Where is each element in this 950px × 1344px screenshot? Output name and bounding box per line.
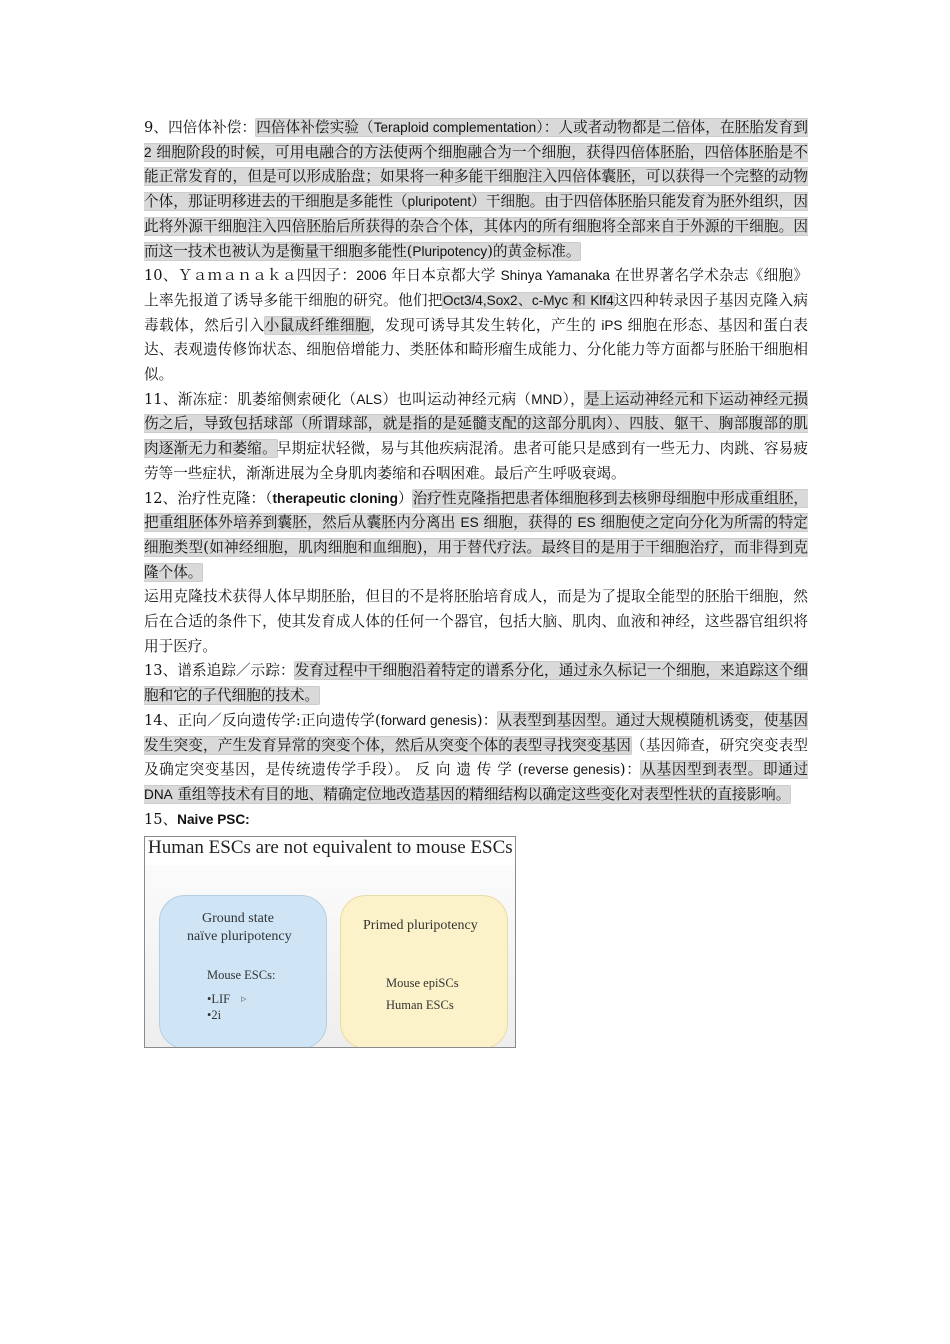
primed-box-line-2: Mouse epiSCs <box>386 976 459 991</box>
paragraph-14 <box>144 709 808 808</box>
p15-term: Naive PSC: <box>177 811 250 827</box>
p9-text-2: ）：人或者动物都是二倍体，在胚胎发育到 <box>536 119 808 136</box>
p14-term: forward genesis <box>380 712 477 728</box>
p9-text-3: 细胞阶段的时候，可用电融合的方法使两个细胞融合为一个细胞，获得四倍体胚胎，四倍体胚胎是不能正常发育的，但是可以形成胎盘；如果将一种多能干细胞注入四倍体囊胚，可以获得一个完整的动物个体，那证明移进去的干细胞是多能性（ <box>144 143 808 211</box>
p12-hl-text-3: 细胞使之定向分化为所需的特定细胞类型(如神经细胞，肌肉细胞和血细胞)，用于替代疗法。最终目的是用于干细胞治疗，而非得到克隆个体。 <box>144 514 808 581</box>
naive-box-line-4: •LIF <box>207 992 231 1007</box>
p11-text-2: ）， <box>562 390 585 408</box>
p10-text-1: 年日本京都大学 <box>386 267 501 285</box>
naive-box-line-5: •2i <box>207 1008 222 1023</box>
p11-text-3: 早期症状轻微，易与其他疾病混淆。患者可能只是感到有一些无力、肉跳、容易疲劳等一些症状，渐渐进展为全身肌肉萎缩和吞咽困难。最后产生呼吸衰竭。 <box>144 440 808 482</box>
p13-label: 13、谱系追踪／示踪： <box>144 662 295 680</box>
naive-box-line-1: Ground state <box>202 911 274 927</box>
p14-text-1: )： <box>476 711 498 729</box>
p14-term-2: reverse genesis <box>523 762 620 778</box>
p14-hl-text-1: 从基因型到表型。即通过 <box>641 761 808 779</box>
p15-label: 15、 <box>144 810 178 828</box>
naive-box-line-3: Mouse ESCs: <box>207 968 276 983</box>
p9-num: 2 <box>144 144 152 160</box>
p11-text-1: ）也叫运动神经元病（ <box>382 390 532 408</box>
p9-term-2: pluripotent <box>407 194 472 210</box>
p12-es-1: ES <box>460 515 479 531</box>
p12-term: therapeutic cloning <box>272 490 398 506</box>
p12-label: 12、治疗性克隆：（ <box>144 489 273 507</box>
paragraph-10 <box>144 264 808 388</box>
p14-highlight-1: 从表型到基因型。通过大规模随机诱变，使基因发生突变，产生发育异常的突变个体，然后从突变个体的表型寻找突变基因 <box>144 711 808 754</box>
p10-text-2: 在世界著名学术杂志《细胞》上率先报道了诱导多能干细胞的研究。他们把 <box>144 267 809 309</box>
document-page <box>144 116 808 1048</box>
primed-pluripotency-box <box>340 895 508 1048</box>
paragraph-13 <box>144 659 808 708</box>
p9-text-5: )的黄金标准。 <box>487 242 581 260</box>
p9-term: Teraploid complementation <box>373 120 537 135</box>
p10-year: 2006 <box>356 268 387 284</box>
p9-highlight <box>144 119 808 260</box>
p10-author: Shinya Yamanaka <box>500 268 610 284</box>
p14-text-3: )： <box>619 761 642 779</box>
p12-es-2: ES <box>577 515 596 531</box>
p9-label: 9、四倍体补偿： <box>144 119 257 136</box>
cursor-icon: ▹ <box>241 993 247 1006</box>
p14-text-2: （基因筛查，研究突变表型及确定突变基因，是传统遗传学手段）。 反 向 遗 传 学 ( <box>144 736 808 779</box>
paragraph-11 <box>144 388 808 487</box>
p10-label: 10、Ｙａｍａｎａｋａ四因子： <box>144 267 357 285</box>
p9-text-4: ）干细胞。由于四倍体胚胎只能发育为胚外组织，因此将外源干细胞注入四倍胚胎后所获得的杂合个体，其体内的所有细胞将全部来自于外源的干细胞。因而这一技术也被认为是衡量干细胞多能性( <box>144 193 808 260</box>
p10-factors-highlight: Oct3/4,Sox2、c-Myc 和 Klf4 <box>442 292 614 308</box>
slide-title: Human ESCs are not equivalent to mouse ESCs <box>148 837 513 859</box>
p12-text-1: ） <box>397 489 413 507</box>
p9-term-3: Pluripotency <box>412 243 488 259</box>
p13-highlight: 发育过程中干细胞沿着特定的谱系分化，通过永久标记一个细胞，来追踪这个细胞和它的子代细胞的技术。 <box>144 662 808 705</box>
p10-fibroblast-highlight: 小鼠成纤维细胞 <box>264 316 371 334</box>
p10-text-3: 这四种转录因子基因克隆入病毒载体，然后引入 <box>144 291 808 334</box>
p14-label: 14、正向／反向遗传学:正向遗传学( <box>144 711 381 729</box>
p10-text-4: ，发现可诱导其发生转化，产生的 <box>370 316 602 334</box>
p11-mnd: MND <box>531 391 563 407</box>
paragraph-15 <box>144 808 808 833</box>
p11-als: ALS <box>356 391 383 407</box>
p10-ips: iPS <box>601 317 623 333</box>
p12-hl-text-1: 治疗性克隆指把患者体细胞移到去核卵母细胞中形成重组胚，把重组胚体外培养到囊胚，然后从囊胚内分离出 <box>144 489 808 532</box>
paragraph-9 <box>144 116 808 264</box>
p14-dna: DNA <box>144 786 173 802</box>
p14-hl-text-2: 重组等技术有目的地、精确定位地改造基因的精细结构以确定这些变化对表型性状的直接影响。 <box>172 785 791 803</box>
p11-label: 11、渐冻症：肌萎缩侧索硬化（ <box>144 390 357 408</box>
p11-highlight: 是上运动神经元和下运动神经元损伤之后，导致包括球部（所谓球部，就是指的是延髓支配的这部分肌肉）、四肢、躯干、胸部腹部的肌肉逐渐无力和萎缩。 <box>144 390 808 458</box>
naive-pluripotency-box <box>159 895 327 1048</box>
paragraph-12 <box>144 487 808 586</box>
paragraph-12-extra: 运用克隆技术获得人体早期胚胎，但目的不是将胚胎培育成人，而是为了提取全能型的胚胎干细胞，然后在合适的条件下，使其发育成人体的任何一个器官，包括大脑、肌肉、血液和神经，这些器官组织将用于医疗。 <box>144 588 808 655</box>
p12-hl-text-2: 细胞，获得的 <box>478 514 578 532</box>
p10-text-5: 细胞在形态、基因和蛋白表达、表观遗传修饰状态、细胞倍增能力、类胚体和畸形瘤生成能力、分化能力等方面都与胚胎干细胞相似。 <box>144 316 808 384</box>
primed-box-line-3: Human ESCs <box>386 998 454 1013</box>
primed-box-line-1: Primed pluripotency <box>363 918 478 934</box>
slide-figure <box>144 836 516 1048</box>
naive-box-line-2: naïve pluripotency <box>187 929 292 945</box>
p9-text-1: 四倍体补偿实验（ <box>256 119 374 136</box>
